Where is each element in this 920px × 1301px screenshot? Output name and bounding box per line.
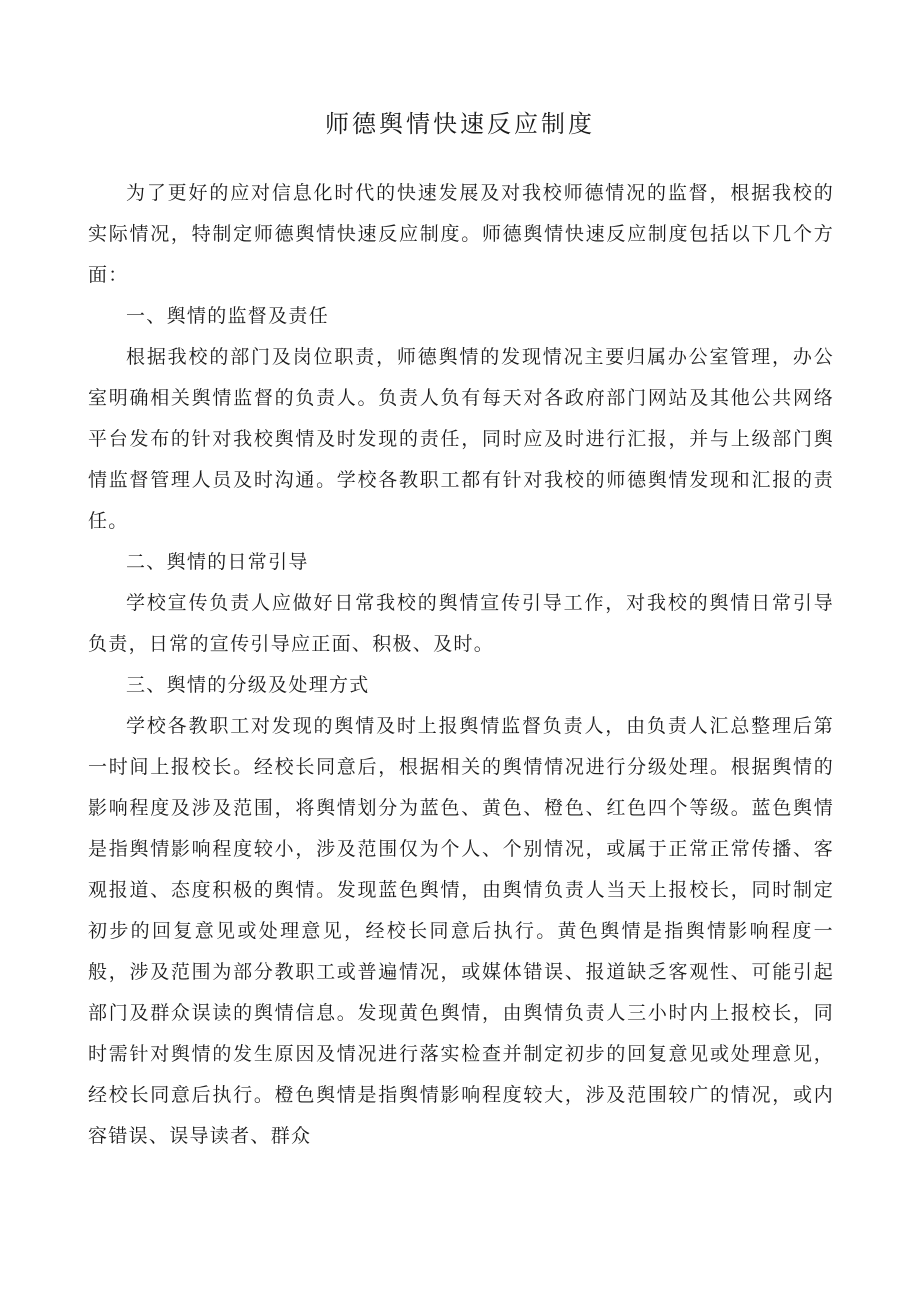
section-heading-supervision: 一、舆情的监督及责任 [126, 305, 330, 327]
document-body [88, 173, 834, 1157]
section-paragraph-supervision: 根据我校的部门及岗位职责，师德舆情的发现情况主要归属办公室管理，办公室明确相关舆情监督的负责人。负责人负有每天对各政府部门网站及其他公共网络平台发布的针对我校舆情及时发现的责任，同时应及时进行汇报，并与上级部门舆情监督管理人员及时沟通。学校各教职工都有针对我校的师德舆情发现和汇报的责任。 [88, 346, 834, 532]
section-heading-guidance: 二、舆情的日常引导 [126, 551, 309, 573]
section-paragraph-guidance: 学校宣传负责人应做好日常我校的舆情宣传引导工作，对我校的舆情日常引导负责，日常的宣传引导应正面、积极、及时。 [88, 592, 834, 655]
section-paragraph-grading: 学校各教职工对发现的舆情及时上报舆情监督负责人，由负责人汇总整理后第一时间上报校长。经校长同意后，根据相关的舆情情况进行分级处理。根据舆情的影响程度及涉及范围，将舆情划分为蓝色、黄色、橙色、红色四个等级。蓝色舆情是指舆情影响程度较小，涉及范围仅为个人、个别情况，或属于正常正常传播、客观报道、态度积极的舆情。发现蓝色舆情，由舆情负责人当天上报校长，同时制定初步的回复意见或处理意见，经校长同意后执行。黄色舆情是指舆情影响程度一般，涉及范围为部分教职工或普遍情况，或媒体错误、报道缺乏客观性、可能引起部门及群众误读的舆情信息。发现黄色舆情，由舆情负责人三小时内上报校长，同时需针对舆情的发生原因及情况进行落实检查并制定初步的回复意见或处理意见，经校长同意后执行。橙色舆情是指舆情影响程度较大，涉及范围较广的情况，或内容错误、误导读者、群众 [88, 715, 834, 1147]
document-title: 师德舆情快速反应制度 [325, 110, 595, 138]
section-heading-grading: 三、舆情的分级及处理方式 [126, 674, 370, 696]
intro-paragraph: 为了更好的应对信息化时代的快速发展及对我校师德情况的监督，根据我校的实际情况，特制定师德舆情快速反应制度。师德舆情快速反应制度包括以下几个方面： [88, 182, 834, 286]
